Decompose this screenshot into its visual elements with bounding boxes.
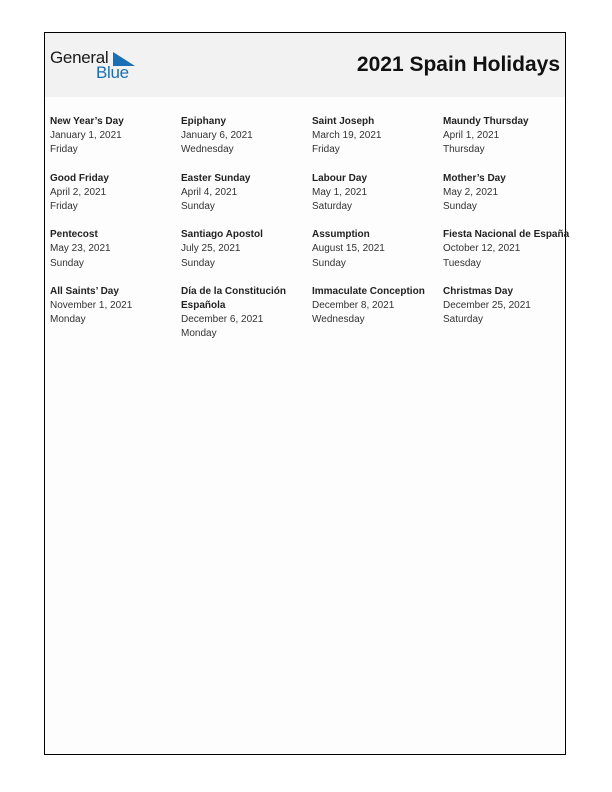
holiday-date: May 23, 2021 xyxy=(50,243,111,255)
holiday-name: Christmas Day xyxy=(443,285,514,297)
holiday-name: New Year’s Day xyxy=(50,116,124,127)
holiday-date: May 2, 2021 xyxy=(443,186,499,198)
header xyxy=(45,33,565,97)
holiday-weekday: Saturday xyxy=(312,201,353,213)
holiday-date: April 2, 2021 xyxy=(50,186,107,198)
holiday-item xyxy=(50,115,181,172)
holiday-item xyxy=(181,228,312,285)
holiday-item xyxy=(181,172,312,229)
holiday-name: Santiago Apostol xyxy=(181,229,263,241)
holiday-weekday: Sunday xyxy=(50,257,84,269)
holiday-name: Assumption xyxy=(312,229,370,241)
holiday-weekday: Sunday xyxy=(181,201,215,213)
holiday-name: Good Friday xyxy=(50,172,109,184)
holiday-weekday: Friday xyxy=(50,201,78,213)
holiday-weekday: Friday xyxy=(312,144,340,156)
holiday-item xyxy=(50,228,181,285)
holiday-item xyxy=(312,172,443,229)
holiday-weekday: Wednesday xyxy=(181,144,234,156)
holiday-name: Mother’s Day xyxy=(443,172,506,184)
holiday-weekday: Sunday xyxy=(312,257,346,269)
holiday-date: May 1, 2021 xyxy=(312,186,368,198)
holiday-weekday: Saturday xyxy=(443,314,484,326)
holiday-name: Saint Joseph xyxy=(312,116,375,127)
holiday-date: July 25, 2021 xyxy=(181,243,241,255)
holiday-item xyxy=(50,172,181,229)
holiday-date: April 1, 2021 xyxy=(443,130,500,142)
holiday-weekday: Monday xyxy=(50,314,86,326)
holiday-grid xyxy=(50,115,570,356)
holiday-item xyxy=(443,115,570,172)
generalblue-logo[interactable] xyxy=(50,48,140,84)
holiday-name: Pentecost xyxy=(50,229,98,241)
holiday-item xyxy=(50,285,181,356)
holiday-date: December 6, 2021 xyxy=(181,314,264,326)
holiday-name: All Saints’ Day xyxy=(50,285,119,297)
holiday-weekday: Thursday xyxy=(443,144,485,156)
holiday-date: November 1, 2021 xyxy=(50,300,133,312)
holiday-date: December 8, 2021 xyxy=(312,300,395,312)
holiday-item xyxy=(312,228,443,285)
holiday-name: Fiesta Nacional de España xyxy=(443,229,570,241)
page-frame xyxy=(44,32,570,755)
holiday-item xyxy=(443,228,570,285)
page-title: 2021 Spain Holidays xyxy=(356,53,560,76)
holiday-weekday: Tuesday xyxy=(443,257,481,269)
holiday-date: October 12, 2021 xyxy=(443,243,521,255)
logo-general-text: General xyxy=(50,48,109,67)
holiday-date: January 6, 2021 xyxy=(181,130,253,142)
holiday-name: Immaculate Conception xyxy=(312,285,425,297)
holiday-item xyxy=(443,285,570,356)
holiday-weekday: Friday xyxy=(50,144,78,156)
holiday-name: Labour Day xyxy=(312,172,368,184)
holiday-date: August 15, 2021 xyxy=(312,243,385,255)
holiday-item xyxy=(312,115,443,172)
holiday-weekday: Wednesday xyxy=(312,314,365,326)
holiday-weekday: Sunday xyxy=(181,257,215,269)
holiday-name: Epiphany xyxy=(181,116,227,127)
holiday-weekday: Monday xyxy=(181,328,217,340)
logo-blue-text: Blue xyxy=(96,63,129,82)
holiday-item xyxy=(181,285,312,356)
holiday-item xyxy=(443,172,570,229)
holiday-item xyxy=(181,115,312,172)
holiday-date: March 19, 2021 xyxy=(312,130,382,142)
holiday-date: December 25, 2021 xyxy=(443,300,531,312)
holiday-weekday: Sunday xyxy=(443,201,477,213)
holiday-date: January 1, 2021 xyxy=(50,130,122,142)
holiday-name: Easter Sunday xyxy=(181,172,251,184)
holiday-item xyxy=(312,285,443,356)
holiday-name: Maundy Thursday xyxy=(443,116,529,127)
holiday-name: Día de la Constitución Española xyxy=(181,285,287,312)
holiday-date: April 4, 2021 xyxy=(181,186,238,198)
